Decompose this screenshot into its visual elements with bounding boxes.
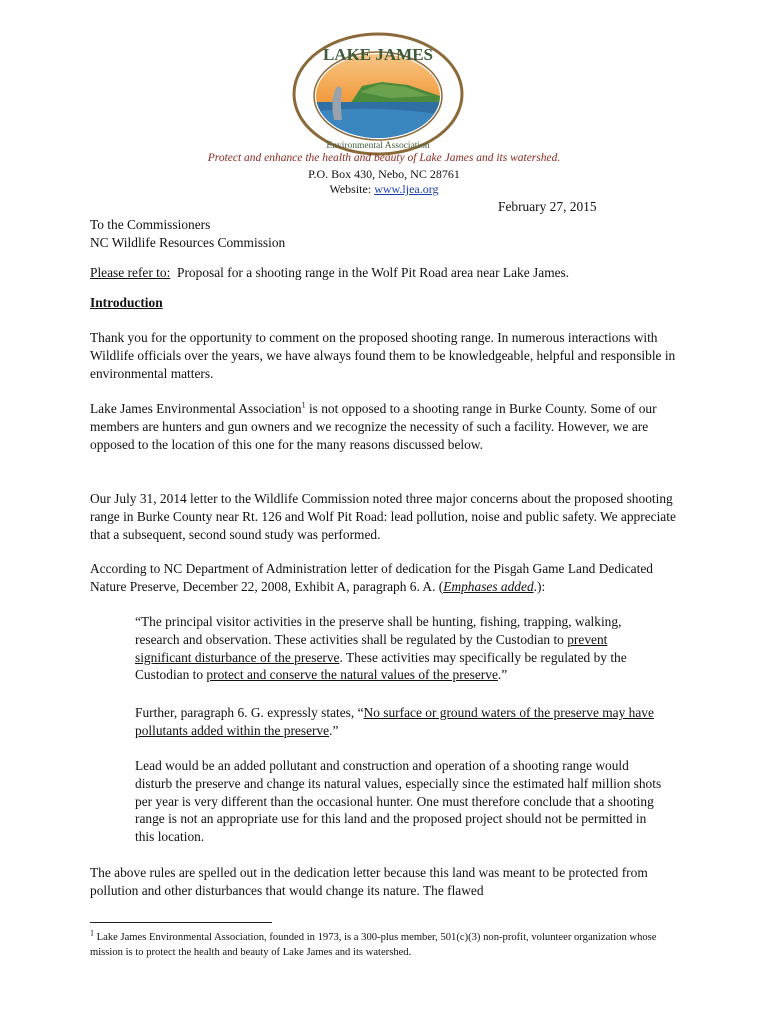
quote-2-b: .” xyxy=(329,722,339,738)
quote-2-underline: No surface or ground waters of the preserve may have pollutants added within the preserve xyxy=(135,705,654,738)
quote-2-a: Further, paragraph 6. G. expressly states, “ xyxy=(135,705,364,720)
quote-1-c: .” xyxy=(497,667,508,683)
refer-label: Please refer to: xyxy=(90,265,171,280)
refer-line xyxy=(90,264,680,282)
quote-1-a: “The principal visitor activities in the preserve shall be hunting, fishing, trapping, walking, research and observation. These activities shall be regulated by the Custodian to xyxy=(135,614,622,647)
paragraph-2-rest: is not opposed to a shooting range in Burke County. Some of our members are hunters and gun owners and we recognize the necessity of such a facility. However, we are opposed to the location of this one for the many reasons discussed below. xyxy=(90,401,657,452)
paragraph-4-end: .): xyxy=(533,578,546,594)
recipient-block xyxy=(90,216,680,252)
introduction-heading: Introduction xyxy=(90,295,163,310)
quote-1-b: . These activities may specifically be regulated by the Custodian to xyxy=(135,649,627,683)
paragraph-5: The above rules are spelled out in the dedication letter because this land was meant to be protected from pollution and other disturbances that would change its nature. The flawed xyxy=(90,865,648,898)
website-label: Website: xyxy=(329,182,372,196)
logo-title: LAKE JAMES xyxy=(322,45,434,64)
letter-date: February 27, 2015 xyxy=(498,199,597,214)
tagline: Protect and enhance the health and beauty of Lake James and its watershed. xyxy=(207,152,561,164)
paragraph-2-start: Lake James Environmental Association xyxy=(90,401,302,416)
footnote xyxy=(90,930,690,960)
paragraph-1: Thank you for the opportunity to comment on the proposed shooting range. In numerous interactions with Wildlife officials over the years, we have always found them to be knowledgeable, helpful and responsible in environmental matters. xyxy=(90,330,676,381)
paragraph-2 xyxy=(90,400,680,453)
paragraph-4 xyxy=(90,560,680,596)
footnote-ref[interactable]: 1 xyxy=(301,400,306,410)
paragraph-4-start: According to NC Department of Administration letter of dedication for the Pisgah Game Land Dedicated Nature Preserve, December 22, 2008, Exhibit A, paragraph 6. A. ( xyxy=(90,561,653,594)
footnote-text: Lake James Environmental Association, founded in 1973, is a 300-plus member, 501(c)(3) non-profit, volunteer organization whose mission is to protect the health and beauty of Lake James and its watershed. xyxy=(90,932,657,958)
paragraph-3: Our July 31, 2014 letter to the Wildlife Commission noted three major concerns about the proposed shooting range in Burke County near Rt. 126 and Wolf Pit Road: lead pollution, noise and public safety. We appreciate that a subsequent, second sound study was performed. xyxy=(90,491,676,542)
quote-1-underline-1: prevent significant disturbance of the preserve xyxy=(135,631,608,665)
footnote-divider xyxy=(90,922,272,923)
lake-james-logo xyxy=(290,30,466,160)
recipient-line-2: NC Wildlife Resources Commission xyxy=(90,234,286,250)
quote-3: Lead would be an added pollutant and construction and operation of a shooting range would disturb the preserve and change its natural values, especially since the estimated half million shots per year is very different than the occasional hunter. One must therefore conclude that a shooting range is not an appropriate use for this land and the proposed project should not be permitted in this location. xyxy=(135,758,662,845)
refer-text: Proposal for a shooting range in the Wolf Pit Road area near Lake James. xyxy=(177,265,570,280)
logo-subtitle: Environmental Association xyxy=(326,141,430,151)
recipient-line-1: To the Commissioners xyxy=(90,217,211,232)
quote-1 xyxy=(135,613,665,684)
quote-1-underline-2: protect and conserve the natural values of the preserve xyxy=(206,667,498,683)
emphases-added: Emphases added xyxy=(443,578,534,594)
website-line xyxy=(0,182,768,197)
website-link[interactable]: www.ljea.org xyxy=(374,182,439,196)
quote-2 xyxy=(135,704,665,740)
footnote-marker: 1 xyxy=(90,928,94,938)
address: P.O. Box 430, Nebo, NC 28761 xyxy=(308,167,460,181)
